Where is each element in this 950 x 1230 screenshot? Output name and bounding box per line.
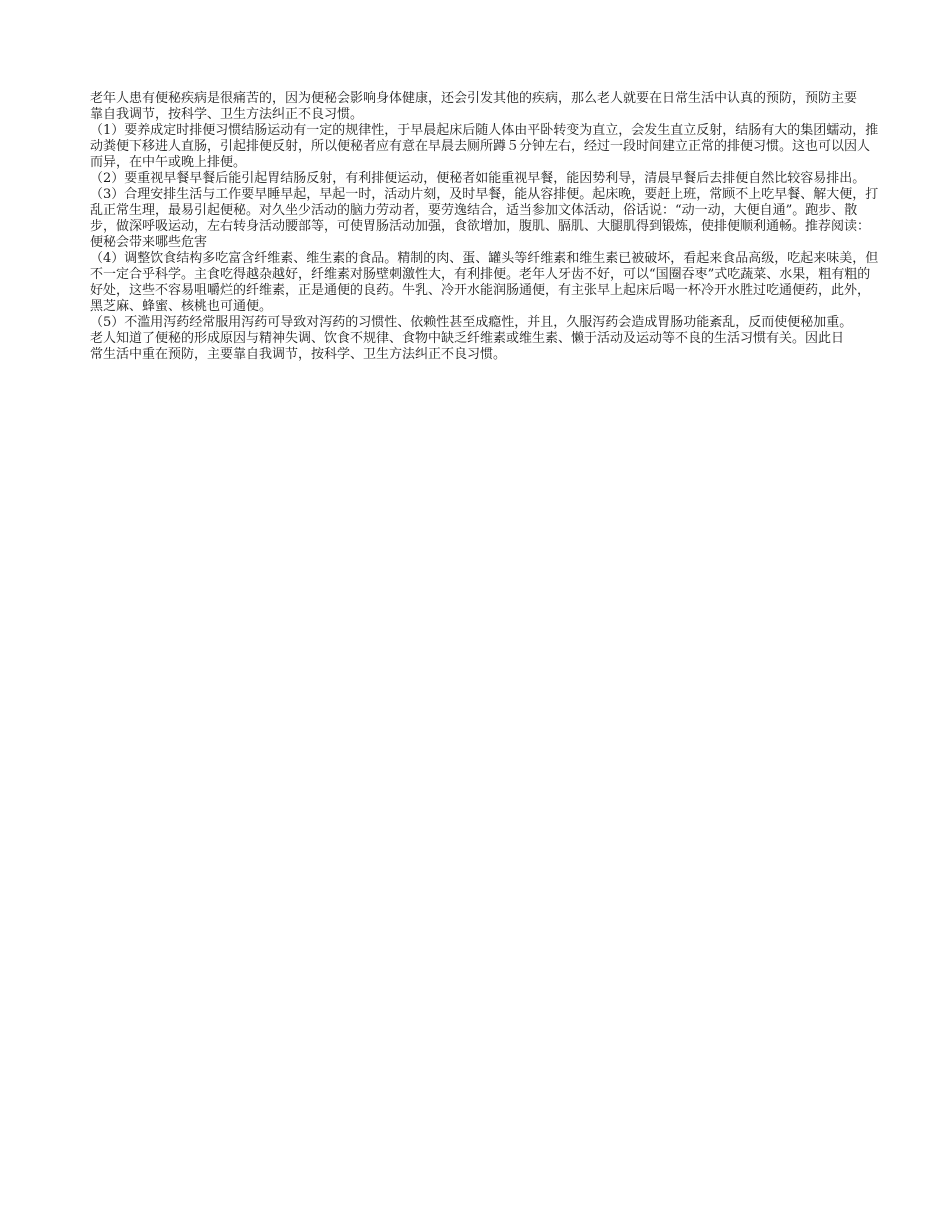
tip-item-5: （5）不滥用泻药经常服用泻药可导致对泻药的习惯性、依赖性甚至成瘾性，并且，久服泻药会造成胃肠功能紊乱，反而使便秘加重。 [90, 315, 853, 330]
tip-item-4: （4）调整饮食结构多吃富含纤维素、维生素的食品。精制的肉、蛋、罐头等纤维素和维生素已被破坏，看起来食品高级，吃起来味美，但不一定合乎科学。主食吃得越杂越好，纤维素对肠壁刺激性大，有利排便。老年人牙齿不好，可以“国圈吞枣”式吃蔬菜、水果，粗有粗的好处，这些不容易咀嚼烂的纤维素，正是通便的良药。牛乳、冷开水能润肠通便，有主张早上起床后喝一杯冷开水胜过吃通便药，此外，黑芝麻、蜂蜜、核桃也可通便。 [90, 251, 879, 314]
tip-item-1: （1）要养成定时排便习惯结肠运动有一定的规律性，于早晨起床后随人体由平卧转变为直立，会发生直立反射，结肠有大的集团蠕动，推动粪便下移进人直肠，引起排便反射，所以便秘者应有意在早晨去厕所蹲５分钟左右，经过一段时间建立正常的排便习惯。这也可以因人而异，在中午或晚上排便。 [90, 123, 879, 170]
tip-item-2: （2）要重视早餐早餐后能引起胃结肠反射，有利排便运动，便秘者如能重视早餐，能因势利导，清晨早餐后去排便自然比较容易排出。 [90, 171, 866, 186]
conclusion-paragraph: 老人知道了便秘的形成原因与精神失调、饮食不规律、食物中缺乏纤维素或维生素、懒于活动及运动等不良的生活习惯有关。因此日常生活中重在预防，主要靠自我调节，按科学、卫生方法纠正不良习惯。 [90, 331, 845, 362]
tip-item-3: （3）合理安排生活与工作要早睡早起，早起一时，活动片刻，及时早餐，能从容排便。起床晚，要赶上班，常顾不上吃早餐、解大便，打乱正常生理，最易引起便秘。对久坐少活动的脑力劳动者，要劳逸结合，适当参加文体活动，俗话说：“动一动，大便自通”。跑步、散步，做深呼吸运动，左右转身活动腰部等，可使胃肠活动加强，食欲增加，腹肌、膈肌、大腿肌得到锻炼，使排便顺利通畅。推荐阅读：便秘会带来哪些危害 [90, 187, 879, 250]
intro-paragraph: 老年人患有便秘疾病是很痛苦的，因为便秘会影响身体健康，还会引发其他的疾病，那么老人就要在日常生活中认真的预防，预防主要靠自我调节，按科学、卫生方法纠正不良习惯。 [90, 91, 858, 122]
document-body [90, 91, 880, 363]
